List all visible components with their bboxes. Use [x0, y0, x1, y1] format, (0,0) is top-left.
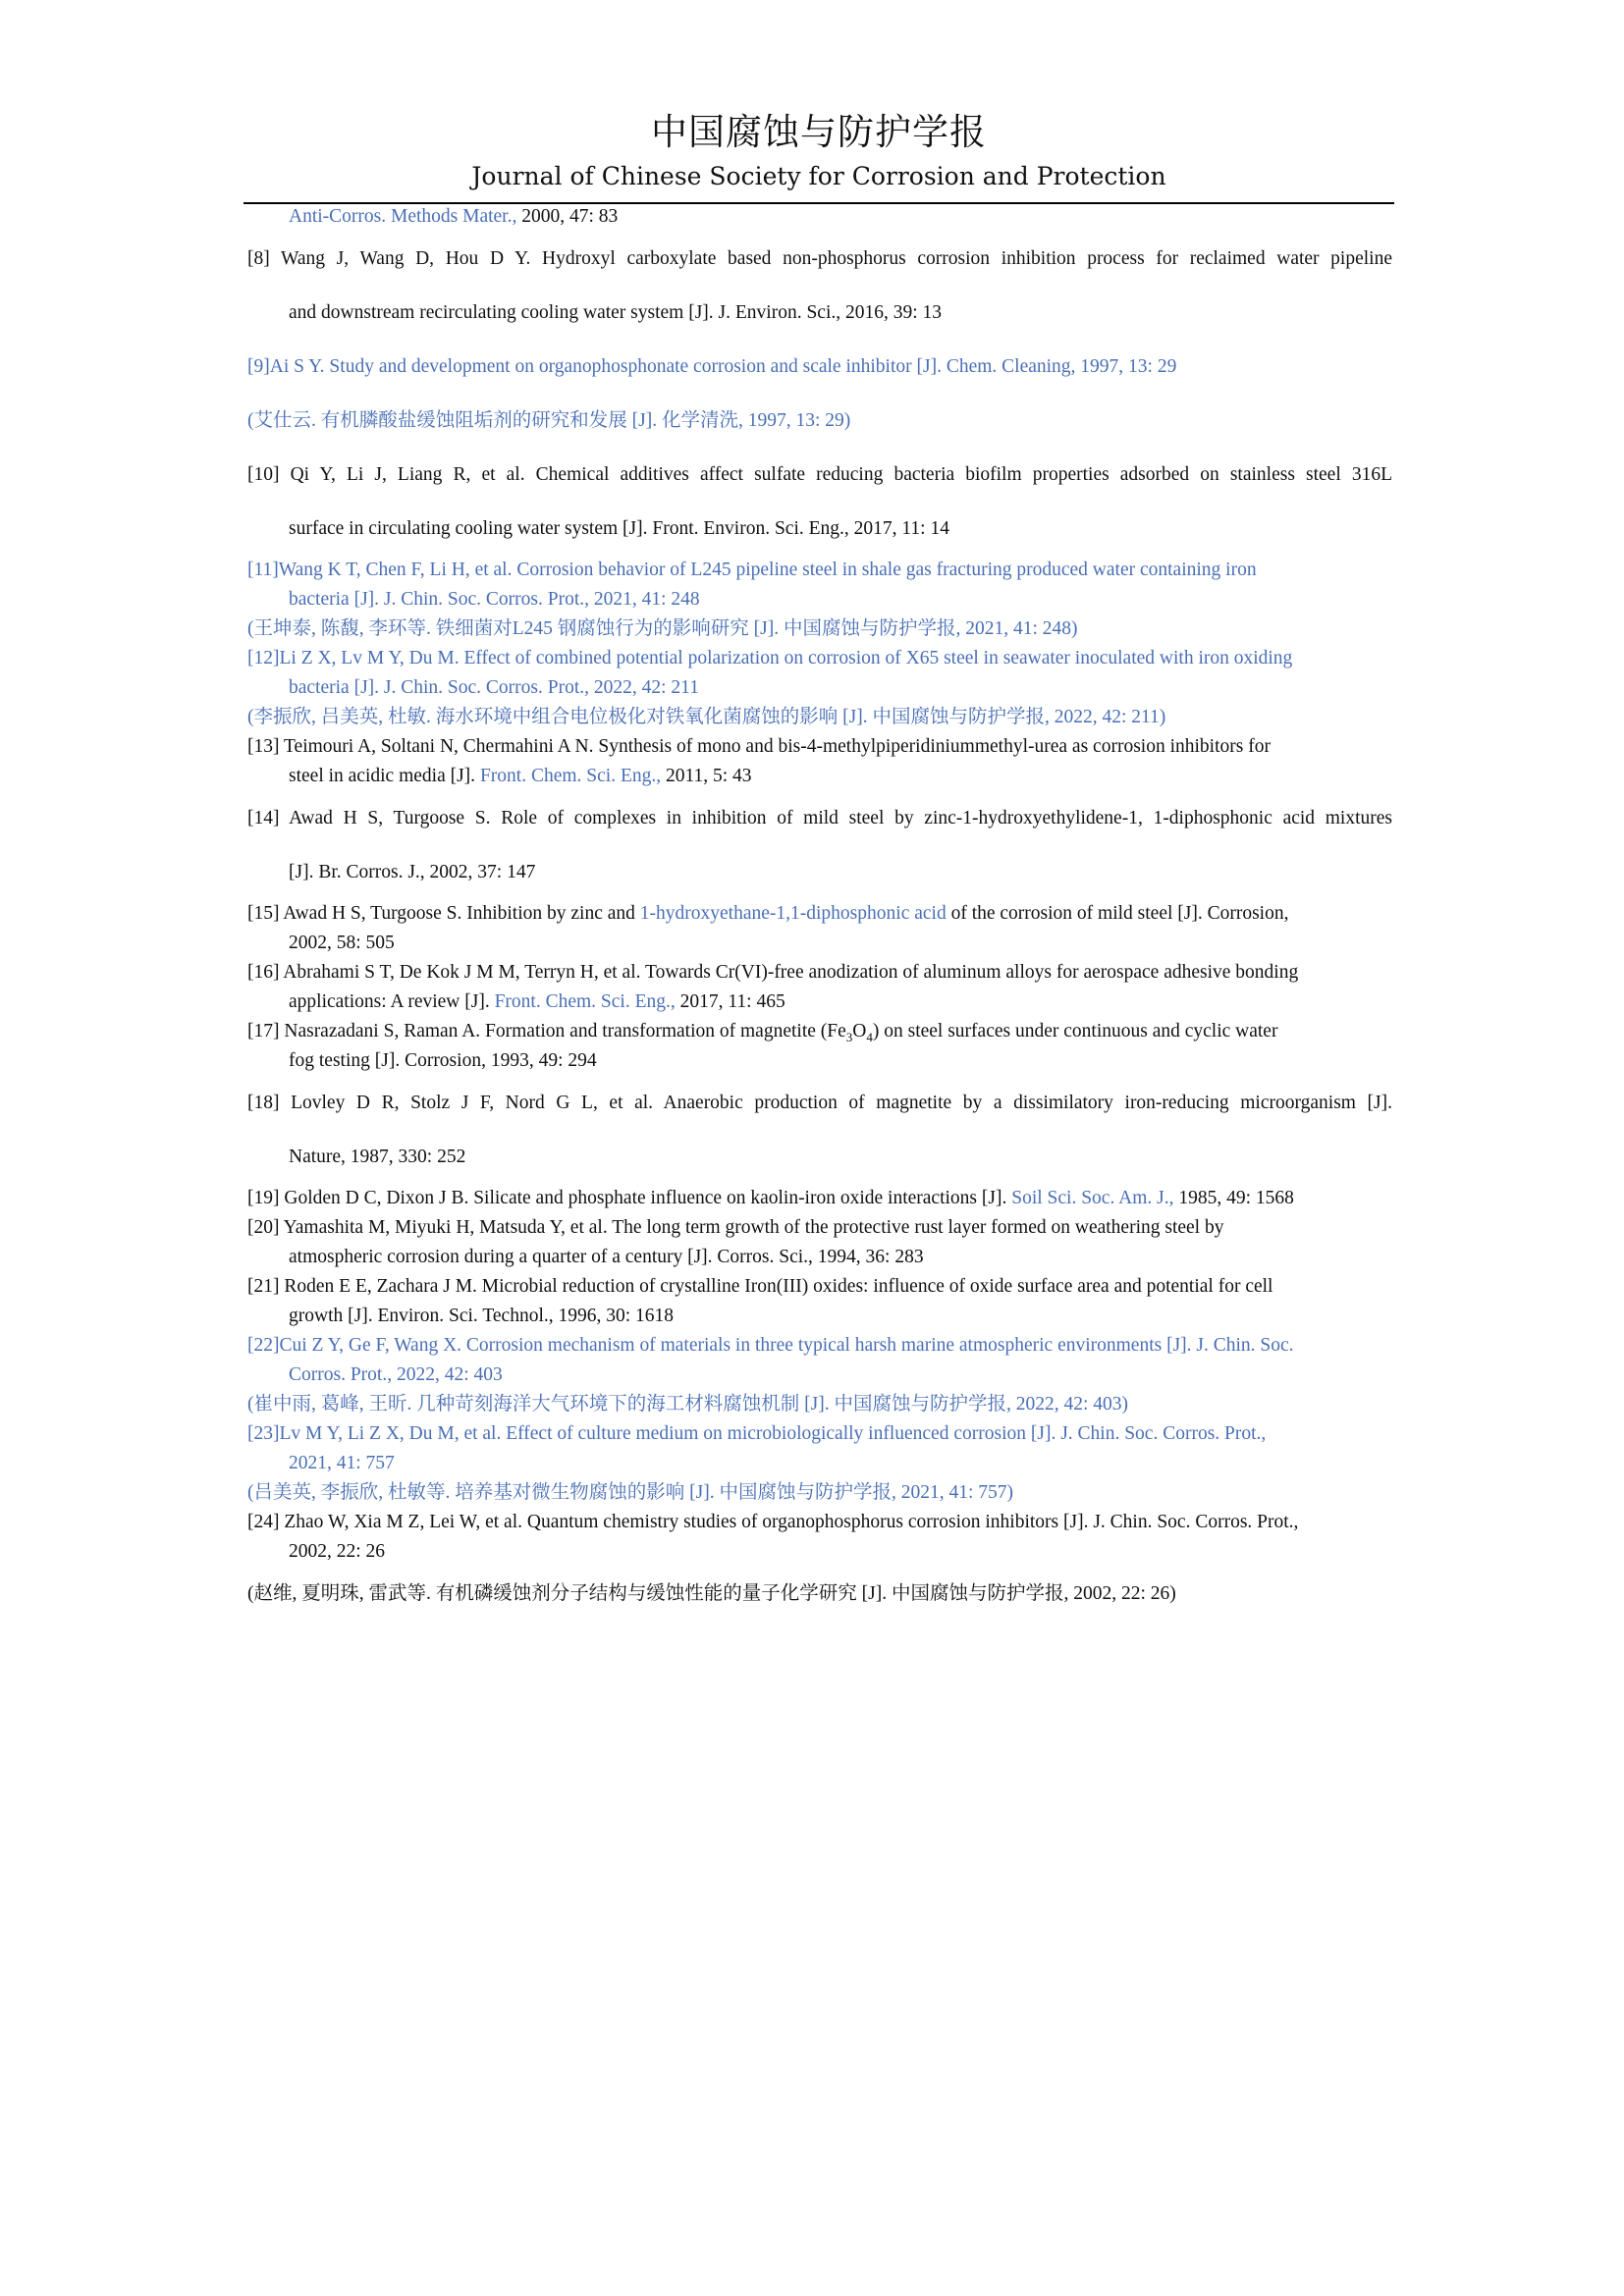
reference-10: [247, 448, 1392, 556]
reference-line: [9]Ai S Y. Study and development on organophosphonate corrosion and scale inhibitor [J]. Chem. Cleaning, 1997, 13: 29: [247, 356, 1177, 377]
reference-7-continued: [247, 202, 1392, 232]
reference-13: [247, 732, 1392, 791]
reference-21: [247, 1272, 1392, 1331]
journal-link[interactable]: Anti-Corros. Methods Mater.,: [289, 206, 517, 227]
reference-line: [247, 1017, 1392, 1046]
reference-line: [23]Lv M Y, Li Z X, Du M, et al. Effect of culture medium on microbiologically influenced corrosion [J]. J. Chin. Soc. Corros. Prot.,: [247, 1423, 1267, 1444]
reference-line: (赵维, 夏明珠, 雷武等. 有机磷缓蚀剂分子结构与缓蚀性能的量子化学研究 [J]. 中国腐蚀与防护学报, 2002, 22: 26): [247, 1583, 1176, 1604]
reference-line: [8] Wang J, Wang D, Hou D Y. Hydroxyl carboxylate based non-phosphorus corrosion inhibition process for reclaimed water pipeline: [247, 248, 1392, 269]
reference-text: of the corrosion of mild steel [J]. Corrosion,: [946, 903, 1289, 924]
reference-22-cn[interactable]: [247, 1390, 1392, 1419]
reference-24-cn: [247, 1567, 1392, 1621]
reference-line: growth [J]. Environ. Sci. Technol., 1996, 30: 1618: [289, 1306, 675, 1326]
reference-14: [247, 791, 1392, 899]
reference-line: [11]Wang K T, Chen F, Li H, et al. Corrosion behavior of L245 pipeline steel in shale gas fracturing produced water containing iron: [247, 560, 1257, 580]
reference-text: steel in acidic media [J].: [289, 766, 480, 786]
reference-line: 2002, 22: 26: [289, 1541, 386, 1562]
reference-line: [247, 202, 1392, 232]
reference-23[interactable]: [247, 1419, 1392, 1478]
reference-text: ) on steel surfaces under continuous and cyclic water: [872, 1021, 1278, 1041]
reference-8: [247, 232, 1392, 340]
reference-line: (吕美英, 李振欣, 杜敏等. 培养基对微生物腐蚀的影响 [J]. 中国腐蚀与防护学报, 2021, 41: 757): [247, 1482, 1013, 1503]
reference-line: [14] Awad H S, Turgoose S. Role of complexes in inhibition of mild steel by zinc-1-hydroxyethylidene-1, 1-diphosphonic acid mixtures: [247, 808, 1392, 828]
reference-line: [247, 762, 1392, 791]
reference-12[interactable]: [247, 644, 1392, 703]
reference-9[interactable]: [247, 340, 1392, 394]
reference-line: (李振欣, 吕美英, 杜敏. 海水环境中组合电位极化对铁氧化菌腐蚀的影响 [J]. 中国腐蚀与防护学报, 2022, 42: 211): [247, 707, 1166, 727]
reference-text: [19] Golden D C, Dixon J B. Silicate and phosphate influence on kaolin-iron oxide interactions [J].: [247, 1188, 1012, 1208]
reference-23-cn[interactable]: [247, 1478, 1392, 1508]
reference-line: [16] Abrahami S T, De Kok J M M, Terryn H, et al. Towards Cr(VI)-free anodization of aluminum alloys for aerospace adhesive bonding: [247, 962, 1299, 983]
reference-line: 2002, 58: 505: [289, 933, 395, 953]
reference-text: 2000, 47: 83: [516, 206, 619, 227]
subscript: 3: [845, 1029, 853, 1044]
journal-title-en: Journal of Chinese Society for Corrosion and Protection: [471, 162, 1166, 190]
reference-line: [24] Zhao W, Xia M Z, Lei W, et al. Quantum chemistry studies of organophosphorus corrosion inhibitors [J]. J. Chin. Soc. Corros. Prot.,: [247, 1512, 1299, 1532]
reference-line: [12]Li Z X, Lv M Y, Du M. Effect of combined potential polarization on corrosion of X65 steel in seawater inoculated with iron oxiding: [247, 648, 1293, 668]
reference-text: 2011, 5: 43: [661, 766, 752, 786]
reference-text: 2017, 11: 465: [675, 991, 785, 1012]
reference-line: [J]. Br. Corros. J., 2002, 37: 147: [289, 862, 536, 882]
reference-line: [21] Roden E E, Zachara J M. Microbial reduction of crystalline Iron(III) oxides: influence of oxide surface area and potential for cell: [247, 1276, 1273, 1297]
reference-line: [18] Lovley D R, Stolz J F, Nord G L, et al. Anaerobic production of magnetite by a dissimilatory iron-reducing microorganism [J].: [247, 1093, 1392, 1113]
reference-17: [247, 1017, 1392, 1076]
reference-22[interactable]: [247, 1331, 1392, 1390]
reference-9-cn[interactable]: [247, 394, 1392, 448]
reference-line: bacteria [J]. J. Chin. Soc. Corros. Prot., 2022, 42: 211: [289, 677, 699, 698]
reference-line: [20] Yamashita M, Miyuki H, Matsuda Y, et al. The long term growth of the protective rust layer formed on weathering steel by: [247, 1217, 1224, 1238]
reference-line: 2021, 41: 757: [289, 1453, 395, 1473]
reference-15: [247, 899, 1392, 958]
reference-line: (崔中雨, 葛峰, 王昕. 几种苛刻海洋大气环境下的海工材料腐蚀机制 [J]. 中国腐蚀与防护学报, 2022, 42: 403): [247, 1394, 1128, 1415]
reference-line: [13] Teimouri A, Soltani N, Chermahini A N. Synthesis of mono and bis-4-methylpiperidiniummethyl-urea as corrosion inhibitors for: [247, 736, 1271, 757]
reference-line: atmospheric corrosion during a quarter of a century [J]. Corros. Sci., 1994, 36: 283: [289, 1247, 924, 1267]
reference-20: [247, 1213, 1392, 1272]
reference-text: [17] Nasrazadani S, Raman A. Formation and transformation of magnetite (Fe: [247, 1021, 846, 1041]
reference-list: [247, 202, 1392, 1621]
reference-line: Nature, 1987, 330: 252: [289, 1147, 466, 1167]
reference-text: applications: A review [J].: [289, 991, 495, 1012]
reference-text: O: [852, 1021, 867, 1041]
subscript: 4: [866, 1029, 873, 1044]
reference-11-cn[interactable]: [247, 614, 1392, 644]
journal-link[interactable]: Front. Chem. Sci. Eng.,: [479, 766, 662, 786]
reference-line: [247, 899, 1392, 929]
reference-line: bacteria [J]. J. Chin. Soc. Corros. Prot., 2021, 41: 248: [289, 589, 700, 610]
journal-link[interactable]: Front. Chem. Sci. Eng.,: [494, 991, 676, 1012]
reference-line: surface in circulating cooling water system [J]. Front. Environ. Sci. Eng., 2017, 11: 14: [289, 518, 949, 539]
reference-line: (艾仕云. 有机膦酸盐缓蚀阻垢剂的研究和发展 [J]. 化学清洗, 1997, 13: 29): [247, 410, 851, 431]
compound-link[interactable]: 1-hydroxyethane-1,1-diphosphonic acid: [639, 903, 947, 924]
reference-line: (王坤泰, 陈馥, 李环等. 铁细菌对L245 钢腐蚀行为的影响研究 [J]. 中国腐蚀与防护学报, 2021, 41: 248): [247, 618, 1078, 639]
reference-line: Corros. Prot., 2022, 42: 403: [289, 1364, 503, 1385]
reference-text: 1985, 49: 1568: [1173, 1188, 1294, 1208]
reference-18: [247, 1076, 1392, 1184]
reference-11[interactable]: [247, 556, 1392, 614]
journal-title-cn: 中国腐蚀与防护学报: [651, 111, 987, 153]
reference-line: fog testing [J]. Corrosion, 1993, 49: 294: [289, 1050, 597, 1071]
reference-line: [22]Cui Z Y, Ge F, Wang X. Corrosion mechanism of materials in three typical harsh marine atmospheric environments [J]. J. Chin. Soc.: [247, 1335, 1294, 1356]
reference-12-cn[interactable]: [247, 703, 1392, 732]
reference-16: [247, 958, 1392, 1017]
reference-line: and downstream recirculating cooling water system [J]. J. Environ. Sci., 2016, 39: 13: [289, 302, 943, 323]
journal-link[interactable]: Soil Sci. Soc. Am. J.,: [1011, 1188, 1174, 1208]
reference-line: [247, 988, 1392, 1017]
journal-header: [244, 110, 1394, 194]
reference-text: [15] Awad H S, Turgoose S. Inhibition by zinc and: [247, 903, 640, 924]
reference-line: [247, 1184, 1392, 1213]
reference-19: [247, 1184, 1392, 1213]
reference-24: [247, 1508, 1392, 1567]
reference-line: [10] Qi Y, Li J, Liang R, et al. Chemical additives affect sulfate reducing bacteria biofilm properties adsorbed on stainless steel 316L: [247, 464, 1392, 485]
